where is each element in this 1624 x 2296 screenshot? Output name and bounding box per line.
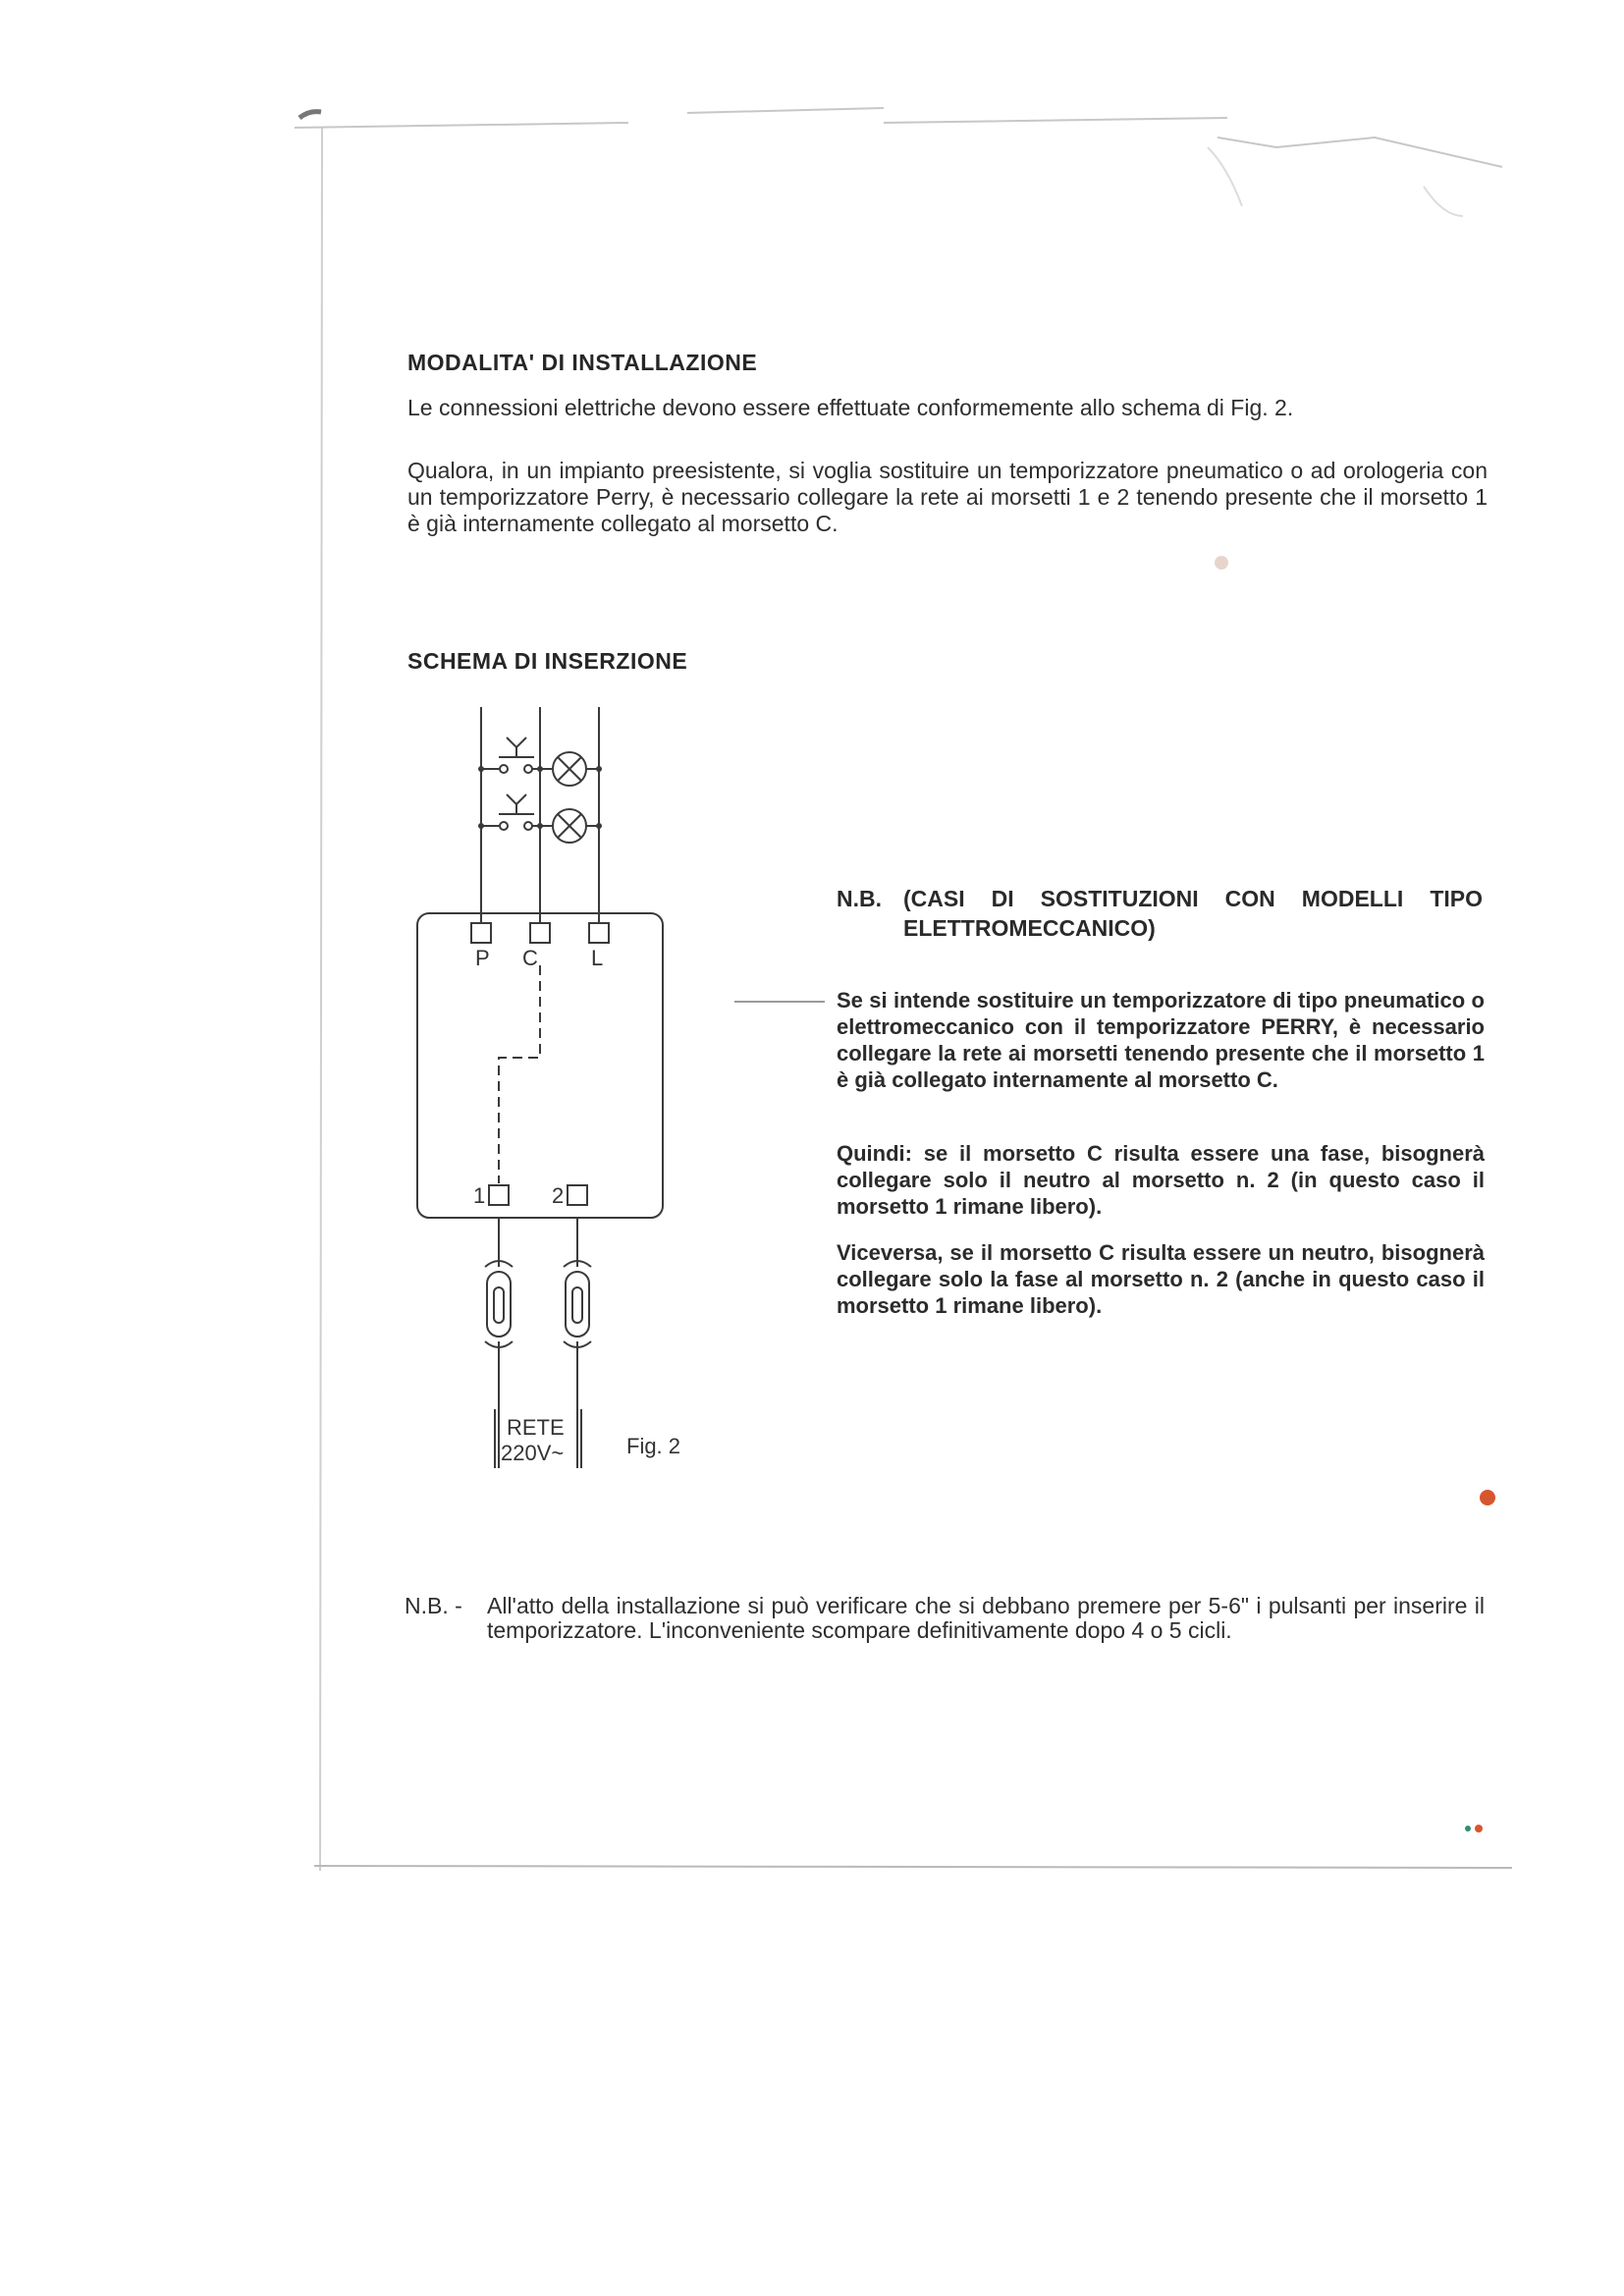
wiring-diagram-heading: SCHEMA DI INSERZIONE (407, 648, 688, 674)
terminal-l-label: L (591, 946, 604, 970)
terminal-2-label: 2 (552, 1183, 565, 1208)
rete-label: RETE (507, 1415, 565, 1440)
footnote-lead: N.B. - (405, 1593, 462, 1618)
replacement-note-heading (837, 884, 1485, 943)
replacement-note-paragraph-3: Viceversa, se il morsetto C risulta essere un neutro, bisognerà collegare solo la fase al morsetto n. 2 (anche in questo caso il morsetto 1 rimane libero). (837, 1240, 1485, 1318)
rete-voltage-label: 220V~ (501, 1441, 565, 1465)
replacement-note-paragraph-1: Se si intende sostituire un temporizzatore di tipo pneumatico o elettromeccanico con il temporizzatore PERRY, è necessario collegare la rete ai morsetti tenendo presente che il morsetto 1 è già collegato internamente al morsetto C. (837, 988, 1485, 1092)
wiring-diagram (412, 702, 697, 1478)
terminal-1-label: 1 (473, 1183, 486, 1208)
terminal-c-label: C (522, 946, 538, 970)
note-pointer-line (734, 997, 833, 1007)
terminal-p-label: P (475, 946, 490, 970)
installation-heading: MODALITA' DI INSTALLAZIONE (407, 350, 758, 375)
replacement-note-paragraph-2: Quindi: se il morsetto C risulta essere una fase, bisognerà collegare solo il neutro al morsetto n. 2 (in questo caso il morsetto 1 rimane libero). (837, 1141, 1485, 1219)
replacement-note-title: (CASI DI SOSTITUZIONI CON MODELLI TIPO ELETTROMECCANICO) (903, 886, 1483, 941)
figure-caption: Fig. 2 (626, 1434, 681, 1458)
replacement-note-lead: N.B. (837, 886, 882, 911)
installation-paragraph-1: Le connessioni elettriche devono essere effettuate conformemente allo schema di Fig. 2. (407, 395, 1294, 420)
footnote-text: All'atto della installazione si può verificare che si debbano premere per 5-6" i pulsanti per inserire il temporizzatore. L'inconveniente scompare definitivamente dopo 4 o 5 cicli. (487, 1593, 1485, 1643)
installation-paragraph-2: Qualora, in un impianto preesistente, si voglia sostituire un temporizzatore pneumatico o ad orologeria con un temporizzatore Perry, è necessario collegare la rete ai morsetti 1 e 2 tenendo presente che il morsetto 1 è già internamente collegato al morsetto C. (407, 458, 1488, 536)
